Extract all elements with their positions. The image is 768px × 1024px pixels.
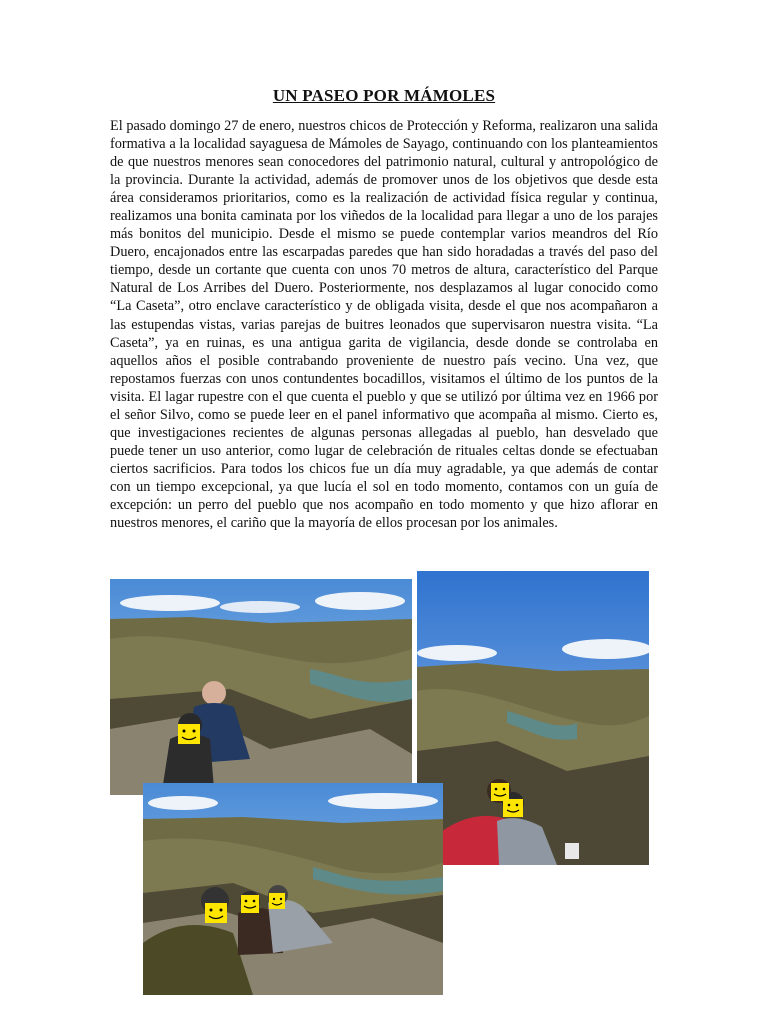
smiley-face-icon — [205, 903, 227, 923]
photo-2-image — [417, 571, 649, 865]
smiley-face-icon — [178, 724, 200, 744]
smiley-face-icon — [491, 783, 509, 801]
smiley-face-icon — [503, 799, 523, 817]
photo-1-image — [110, 579, 412, 795]
photo-3-image — [143, 783, 443, 995]
photo-canyon-group — [143, 783, 443, 995]
document-title: UN PASEO POR MÁMOLES — [272, 86, 496, 105]
photo-canyon-adult-child — [110, 579, 412, 795]
smiley-face-icon — [269, 893, 285, 909]
smiley-face-icon — [241, 895, 259, 913]
body-paragraph: El pasado domingo 27 de enero, nuestros chicos de Protección y Reforma, realizaron una salida formativa a la localidad sayaguesa de Mámoles de Sayago, continuando con los planteamientos de que nuestros menores sean conocedores del patrimonio natural, cultural y antropológico de la provincia. Durante la actividad, además de promover unos de los objetivos que desde esta área consideramos prioritarios, como es la realización de actividad física regular y continua, realizamos una bonita caminata por los viñedos de la localidad para llegar a uno de los parajes más bonitos del municipio. Desde el mismo se puede contemplar varios meandros del Río Duero, encajonados entre las escarpadas paredes que han sido horadadas a través del paso del tiempo, desde un cortante que cuenta con unos 70 metros de altura, característico del Parque Natural de Los Arribes del Duero. Posteriormente, nos desplazamos al lugar conocido como “La Caseta”, otro enclave característico y de obligada visita, desde el que nos acompañaron a las estupendas vistas, varias parejas de buitres leonados que supervisaron nuestra visita. “La Caseta”, ya en ruinas, es una antigua garita de vigilancia, desde donde se controlaba en aquellos años el posible contrabando proveniente de nuestro país vecino. Una vez, que repostamos fuerzas con unos contundentes bocadillos, visitamos el último de los puntos de la visita. El lagar rupestre con el que cuenta el pueblo y que se utilizó por última vez en 1966 por el señor Silvo, como se puede leer en el panel informativo que acompaña al mismo. Cierto es, que investigaciones recientes de algunas personas allegadas al pueblo, han desvelado que puede tener un uso anterior, como lugar de celebración de rituales celtas donde se efectuaban ciertos sacrificios. Para todos los chicos fue un día muy agradable, ya que además de contar con un tiempo excepcional, ya que lucía el sol en todo momento, contamos con un guía de excepción: un perro del pueblo que nos acompaño en todo momento y que hizo aflorar en nuestros menores, el cariño que la mayoría de ellos procesan por los animales. — [110, 118, 658, 532]
photo-canyon-two-youths — [417, 571, 649, 865]
